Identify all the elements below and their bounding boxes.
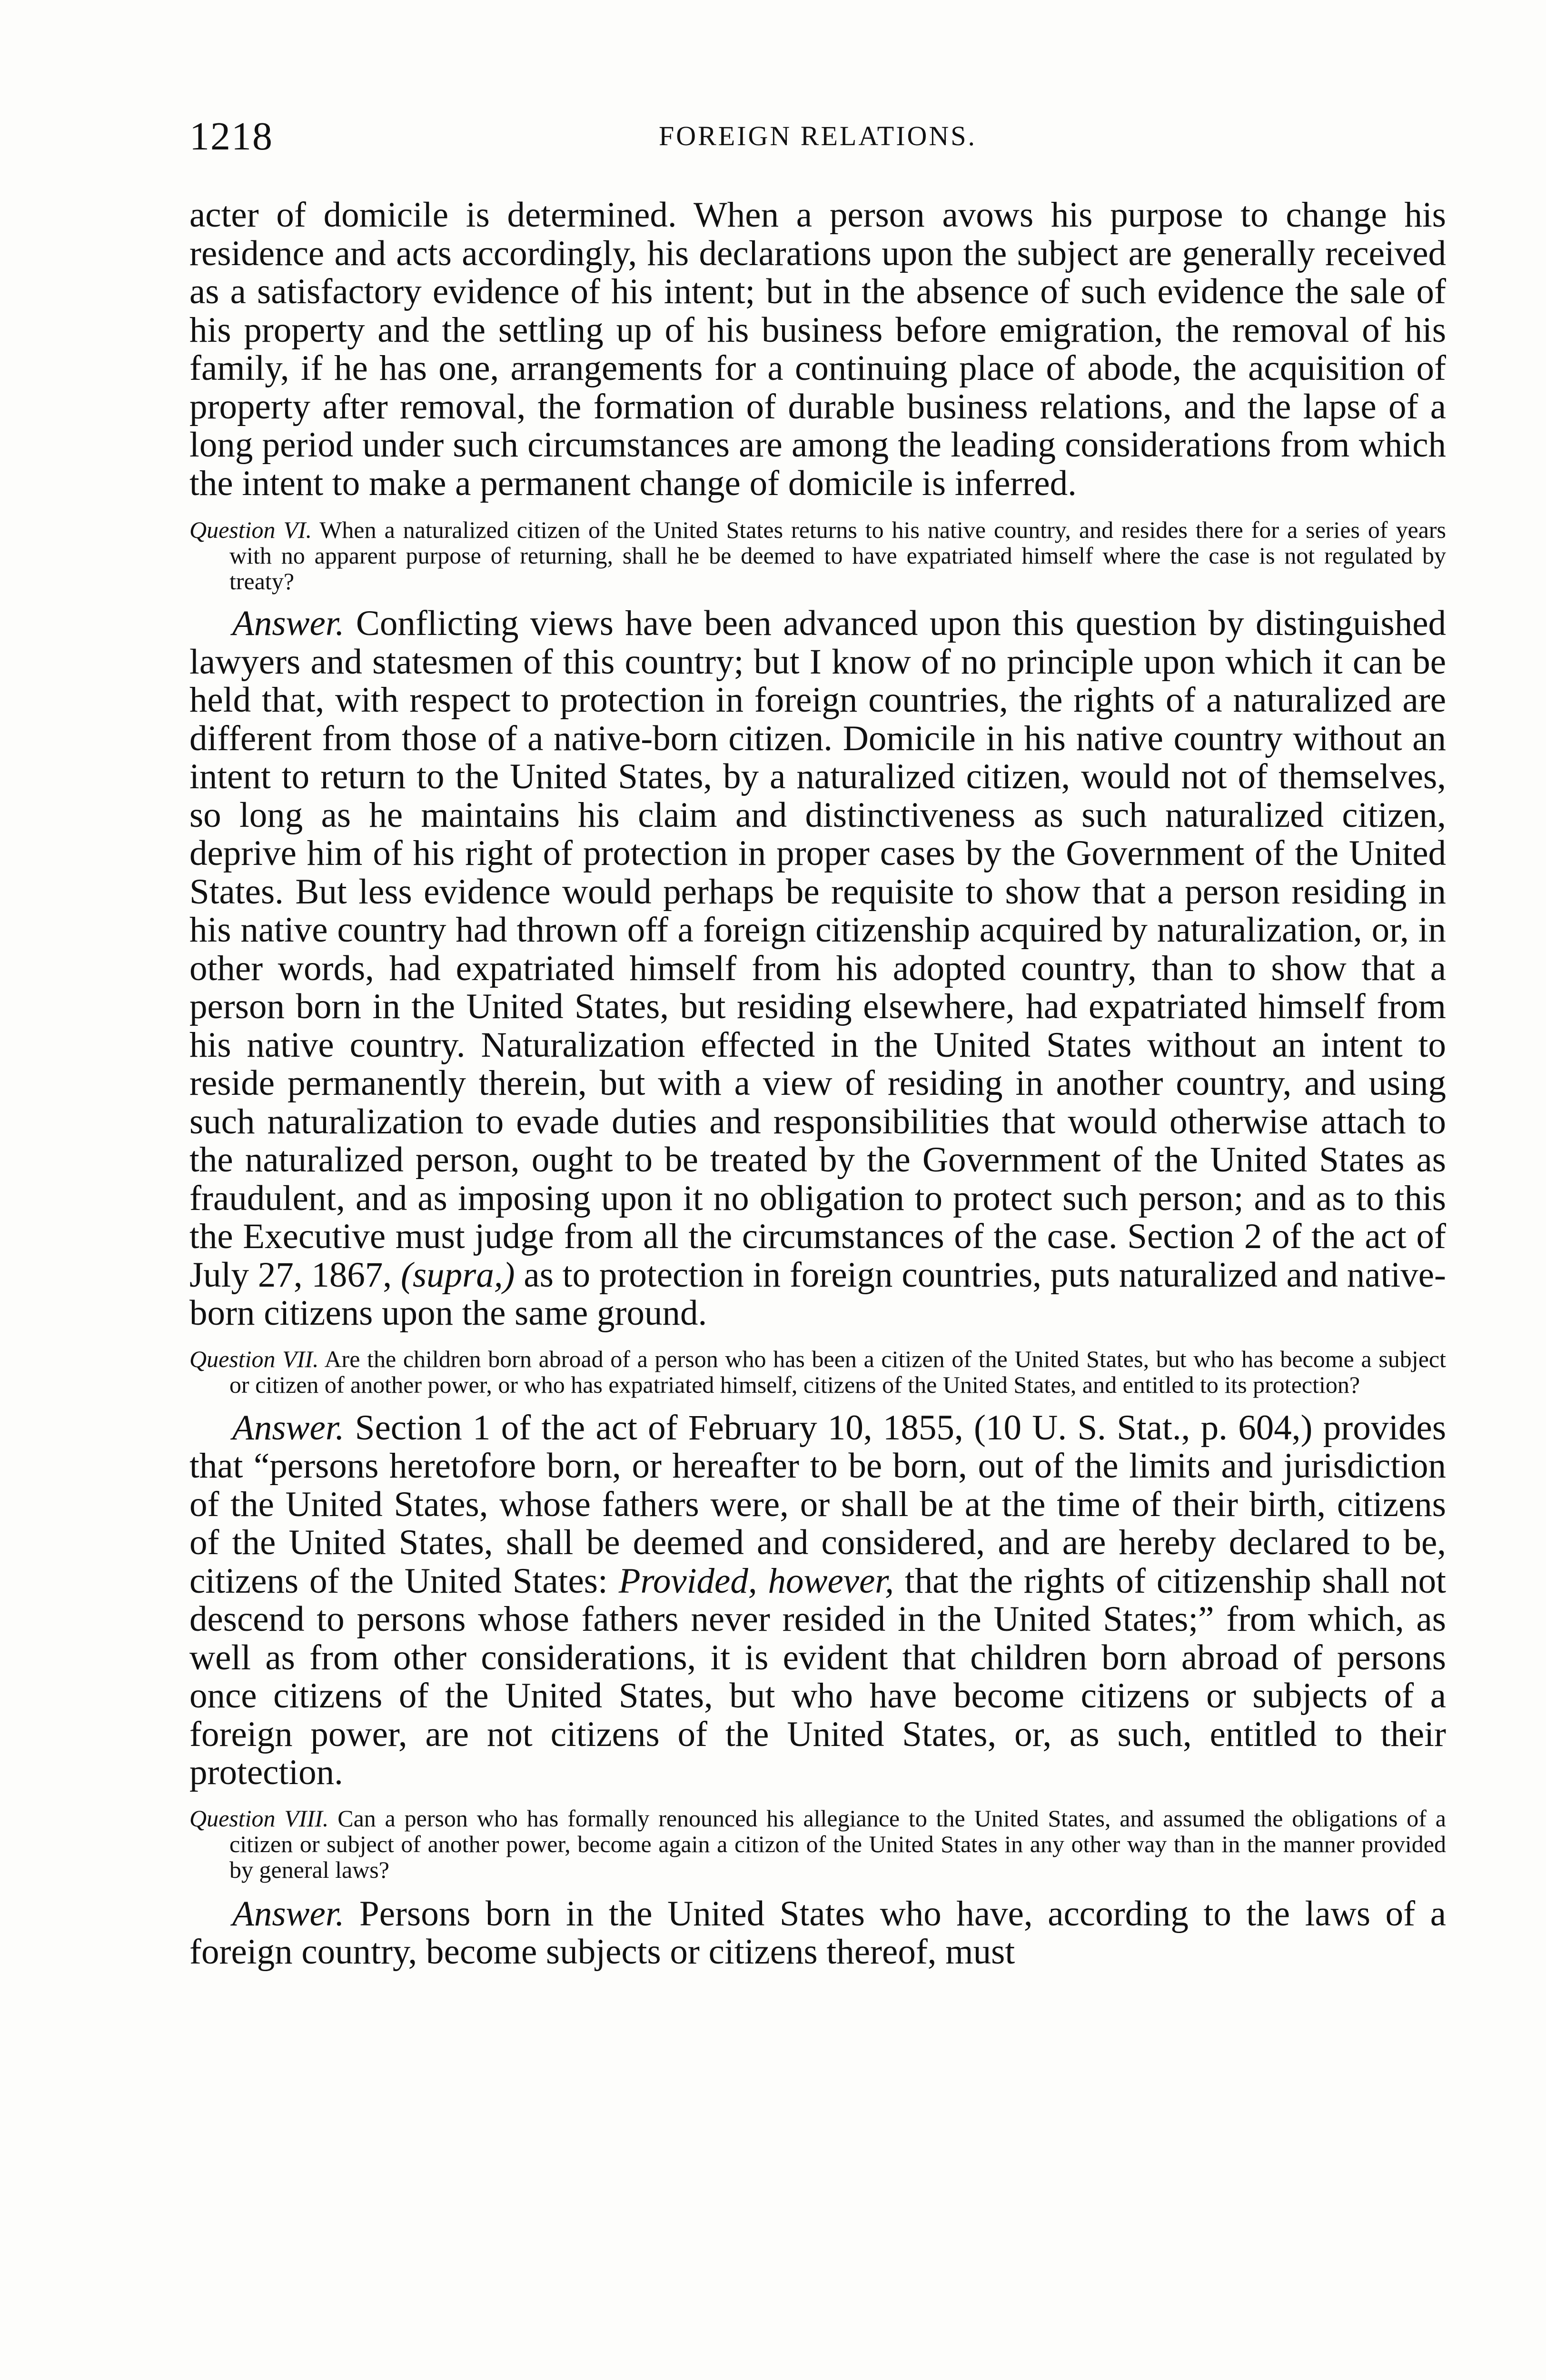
question-viii	[189, 1805, 1446, 1883]
answer-text: that the rights of citizenship shall not descend to persons whose fathers never resided in the United States;” from which, as well as from other considerations, it is evident that children born abroad of persons once citizens of the United States, but who have become citizens or subjects of a foreign power, are not citizens of the United States, or, as such, entitled to their protection.	[189, 1561, 1447, 1792]
question-text: Are the children born abroad of a person who has been a citizen of the United States, but who has become a subject or citizen of another power, or who has expatriated himself, citizens of the United States, and entitled to its protection?	[229, 1345, 1446, 1398]
question-vii	[189, 1346, 1446, 1398]
question-label: Question VIII.	[189, 1805, 329, 1832]
question-label: Question VI.	[189, 516, 312, 543]
question-text: When a naturalized citizen of the United States returns to his native country, and resides there for a series of years with no apparent purpose of returning, shall he be deemed to have expatriated himself where the case is not regulated by treaty?	[229, 516, 1446, 595]
provided-however: Provided, however,	[618, 1561, 894, 1601]
answer-label: Answer.	[232, 604, 345, 643]
answer-text: Section 1 of the act of February 10, 1855, (10 U. S. Stat., p. 604,) provides that “persons heretofore born, or hereafter to be born, out of the limits and jurisdiction of the United States, whose fathers were, or shall be at the time of their birth, citizens of the United States, shall be deemed and considered, and are hereby declared to be, citizens of the United States:	[189, 1408, 1447, 1601]
answer-text: Conflicting views have been advanced upon this question by distinguished lawyers and statesmen of this country; but I know of no principle upon which it can be held that, with respect to protection in foreign countries, the rights of a naturalized are different from those of a native-born citizen. Domicile in his native country without an intent to return to the United States, by a naturalized citizen, would not of themselves, so long as he maintains his claim and distinctiveness as such naturalized citizen, deprive him of his right of protection in proper cases by the Government of the United States. But less evidence would perhaps be requisite to show that a person residing in his native country had thrown off a foreign citizenship acquired by naturalization, or, in other words, had expatriated himself from his adopted country, than to show that a person born in the United States, but residing elsewhere, had expatriated himself from his native country. Naturalization effected in the United States without an intent to reside permanently therein, but with a view of residing in another country, and using such naturalization to evade duties and responsibilities that would otherwise attach to the naturalized person, ought to be treated by the Government of the United States as fraudulent, and as imposing upon it no obligation to protect such person; and as to this the Executive must judge from all the circumstances of the case. Section 2 of the act of July 27, 1867,	[189, 604, 1447, 1295]
question-label: Question VII.	[189, 1345, 319, 1372]
answer-viii	[189, 1895, 1446, 1972]
answer-vi	[189, 605, 1446, 1333]
answer-text: Persons born in the United States who have, according to the laws of a foreign country, become subjects or citizens thereof, must	[189, 1894, 1447, 1972]
paragraph-domicile-continuation: acter of domicile is determined. When a person avows his purpose to change his residence and acts accordingly, his declarations upon the subject are generally received as a satisfactory evidence of his intent; but in the absence of such evidence the sale of his property and the settling up of his business before emigration, the removal of his family, if he has one, arrangements for a continuing place of abode, the acquisition of property after removal, the formation of durable business relations, and the lapse of a long period under such circumstances are among the leading considerations from which the intent to make a permanent change of domicile is inferred.	[189, 195, 1446, 503]
page-number: 1218	[189, 114, 273, 159]
question-vi	[189, 517, 1446, 594]
running-title: FOREIGN RELATIONS.	[658, 120, 977, 151]
answer-label: Answer.	[232, 1894, 345, 1934]
supra-reference: (supra,)	[401, 1255, 515, 1295]
answer-text: as to protection in foreign countries, puts naturalized and native-born citizens upon the same ground.	[189, 1255, 1447, 1333]
page-body	[189, 196, 1446, 1972]
question-text: Can a person who has formally renounced his allegiance to the United States, and assumed the obligations of a citizen or subject of another power, become again a citizon of the United States in any other way than in the manner provided by general laws?	[229, 1805, 1446, 1883]
answer-label: Answer.	[232, 1408, 345, 1448]
page-header	[189, 113, 1446, 166]
answer-vii	[189, 1409, 1446, 1792]
